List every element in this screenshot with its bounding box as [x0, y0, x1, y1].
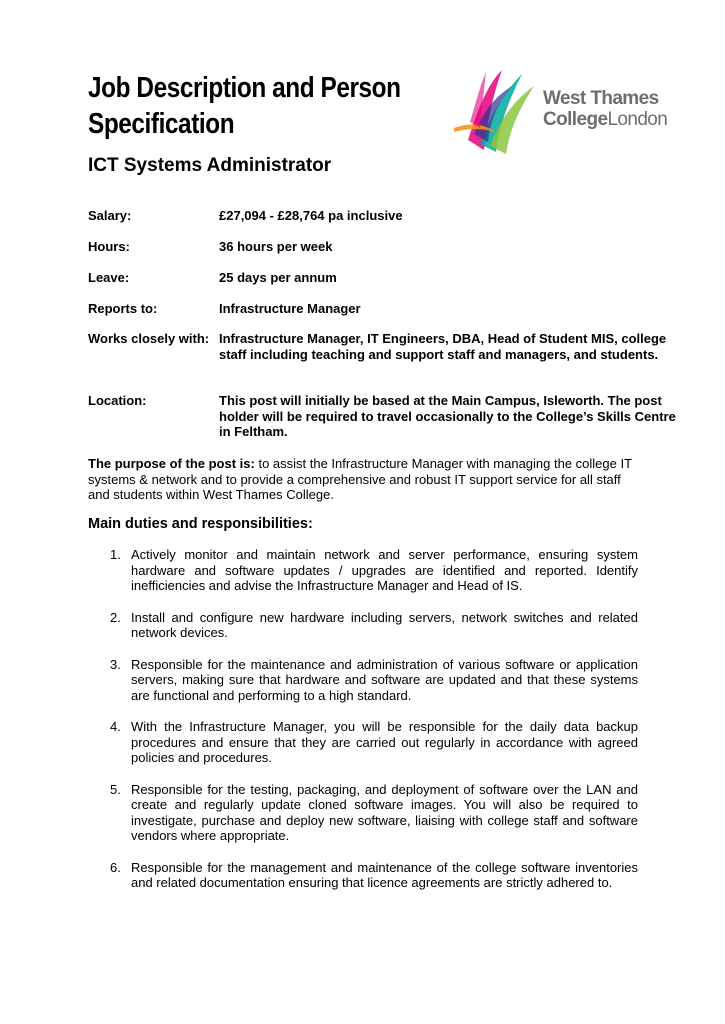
duty-item: [110, 719, 638, 766]
duty-text: Actively monitor and maintain network and server performance, ensuring system hardware and software updates / upgrades are identified and reported. Identify inefficiencies and advise the Infrastructure Manager and Head of IS.: [131, 547, 638, 593]
duty-item: [110, 657, 638, 704]
detail-row-location: [88, 393, 688, 440]
details-table: [88, 208, 688, 440]
detail-label: Hours:: [88, 239, 130, 254]
duty-number: 2.: [110, 609, 121, 625]
duty-item: [110, 782, 638, 844]
duty-text: Responsible for the management and maintenance of the college software inventories and related documentation ensuring that licence agreements are strictly adhered to.: [131, 859, 638, 890]
detail-label: Location:: [88, 393, 147, 408]
duty-item: [110, 860, 638, 891]
college-logo: [450, 62, 668, 162]
logo-line2-light: London: [607, 109, 668, 130]
duty-text: Responsible for the testing, packaging, and deployment of software over the LAN and create and regularly update cloned software images. You will also be required to investigate, purchase and deploy new software, liaising with college staff and software vendors where appropriate.: [131, 781, 638, 843]
detail-row-reports-to: [88, 301, 688, 331]
logo-line1: West Thames: [543, 88, 659, 109]
detail-label: Salary:: [88, 208, 132, 223]
purpose-lead: The purpose of the post is:: [88, 456, 255, 471]
duty-item: [110, 610, 638, 641]
duty-text: Install and configure new hardware including servers, network switches and related network devices.: [131, 609, 638, 640]
logo-swirl-icon: [450, 62, 550, 162]
detail-value: This post will initially be based at the Main Campus, Isleworth. The post holder will be required to travel occasionally to the College’s Skills Centre in Feltham.: [219, 393, 676, 439]
logo-line2-bold: College: [543, 109, 608, 130]
duty-item: [110, 547, 638, 594]
detail-value: Infrastructure Manager: [219, 301, 361, 316]
detail-value: Infrastructure Manager, IT Engineers, DBA, Head of Student MIS, college staff including teaching and support staff and managers, and students.: [219, 331, 667, 362]
detail-value: £27,094 - £28,764 pa inclusive: [219, 208, 403, 223]
duty-text: Responsible for the maintenance and administration of various software or application servers, making sure that hardware and software are updated and that these systems are functional and performing to a high standard.: [131, 656, 638, 703]
detail-row-works-closely-with: [88, 331, 688, 393]
detail-label: Reports to:: [88, 301, 158, 316]
detail-value: 25 days per annum: [219, 270, 337, 285]
detail-label: Leave:: [88, 270, 130, 285]
document-title-line2: Specification: [88, 108, 235, 140]
job-title: ICT Systems Administrator: [88, 155, 332, 176]
detail-row-salary: [88, 208, 688, 239]
detail-value: 36 hours per week: [219, 239, 333, 254]
purpose-text: to assist the Infrastructure Manager with managing the college IT systems & network and to provide a comprehensive and robust IT support service for all staff and students within West Thames College.: [88, 456, 632, 502]
purpose-paragraph: [88, 456, 638, 503]
duty-number: 6.: [110, 859, 121, 875]
detail-row-hours: [88, 239, 688, 270]
document-title-line1: Job Description and Person: [88, 72, 401, 104]
duty-number: 1.: [110, 547, 121, 562]
duties-list: [110, 547, 638, 907]
duty-number: 3.: [110, 656, 121, 672]
duty-number: 5.: [110, 781, 121, 797]
detail-label: Works closely with:: [88, 331, 210, 346]
duties-heading: Main duties and responsibilities:: [88, 516, 313, 532]
duty-text: With the Infrastructure Manager, you will be responsible for the daily data backup procedures and ensure that they are carried out regularly in accordance with agreed policies and procedures.: [131, 719, 638, 765]
document-title: [88, 70, 401, 142]
logo-text: [543, 88, 667, 130]
detail-row-leave: [88, 270, 688, 301]
duty-number: 4.: [110, 719, 121, 734]
